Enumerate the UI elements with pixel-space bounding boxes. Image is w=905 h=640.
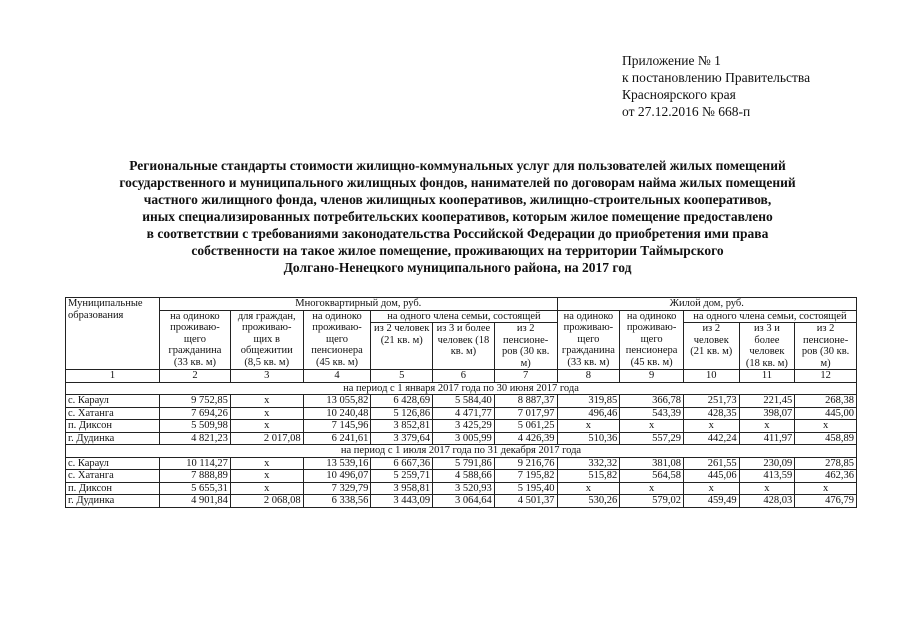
header-dormitory: для граждан, проживаю- щих в общежитии (8,5 кв. м) — [230, 310, 303, 370]
column-number-row — [66, 370, 857, 383]
value-cell: 3 520,93 — [433, 482, 495, 495]
municipality-name: с. Караул — [66, 457, 160, 470]
value-cell: 6 338,56 — [303, 495, 371, 508]
value-cell: х — [230, 482, 303, 495]
table-row — [66, 395, 857, 408]
value-cell: 7 329,79 — [303, 482, 371, 495]
value-cell: 5 791,86 — [433, 457, 495, 470]
table-row — [66, 407, 857, 420]
value-cell: 230,09 — [739, 457, 795, 470]
value-cell: 445,00 — [795, 407, 857, 420]
value-cell: х — [230, 457, 303, 470]
title-line: государственного и муниципального жилищных фондов, нанимателей по договорам найма жилых помещений — [119, 175, 796, 190]
header-house-single-citizen: на одиноко проживаю- щего гражданина (33 кв. м) — [557, 310, 620, 370]
header-single-pensioner: на одиноко проживаю- щего пенсионера (45 кв. м) — [303, 310, 371, 370]
value-cell: 476,79 — [795, 495, 857, 508]
table-row — [66, 432, 857, 445]
value-cell: 261,55 — [683, 457, 739, 470]
value-cell: 13 055,82 — [303, 395, 371, 408]
column-number: 10 — [683, 370, 739, 383]
value-cell: 530,26 — [557, 495, 620, 508]
title-line: собственности на такое жилое помещение, проживающих на территории Таймырского — [191, 243, 724, 258]
value-cell: х — [620, 420, 684, 433]
value-cell: 428,03 — [739, 495, 795, 508]
value-cell: х — [230, 407, 303, 420]
value-cell: 3 425,29 — [433, 420, 495, 433]
value-cell: х — [230, 395, 303, 408]
value-cell: 496,46 — [557, 407, 620, 420]
header-apartment-group: Многоквартирный дом, руб. — [160, 298, 558, 311]
value-cell: 3 443,09 — [371, 495, 433, 508]
header-house-from2-pensioners: из 2 пенсионе- ров (30 кв. м) — [795, 323, 857, 370]
value-cell: 5 259,71 — [371, 470, 433, 483]
table-row — [66, 470, 857, 483]
value-cell: 5 195,40 — [494, 482, 557, 495]
appendix-line: Приложение № 1 — [622, 53, 721, 68]
municipality-name: с. Хатанга — [66, 470, 160, 483]
column-number: 6 — [433, 370, 495, 383]
value-cell: х — [683, 420, 739, 433]
value-cell: 5 655,31 — [160, 482, 231, 495]
header-per-member-apartment: на одного члена семьи, состоящей — [371, 310, 557, 323]
municipality-name: г. Дудинка — [66, 495, 160, 508]
value-cell: 13 539,16 — [303, 457, 371, 470]
value-cell: х — [795, 420, 857, 433]
value-cell: 398,07 — [739, 407, 795, 420]
value-cell: 5 061,25 — [494, 420, 557, 433]
value-cell: 9 752,85 — [160, 395, 231, 408]
appendix-line: к постановлению Правительства — [622, 70, 811, 85]
municipality-name: п. Диксон — [66, 420, 160, 433]
value-cell: 515,82 — [557, 470, 620, 483]
header-house-single-pensioner: на одиноко проживаю- щего пенсионера (45 кв. м) — [620, 310, 684, 370]
header-from3: из 3 и более человек (18 кв. м) — [433, 323, 495, 370]
value-cell: 319,85 — [557, 395, 620, 408]
appendix-line: Красноярского края — [622, 87, 736, 102]
title-line: частного жилищного фонда, членов жилищных кооперативов, жилищно-строительных кооперативов, — [143, 192, 772, 207]
value-cell: 381,08 — [620, 457, 684, 470]
value-cell: 10 240,48 — [303, 407, 371, 420]
value-cell: 7 888,89 — [160, 470, 231, 483]
value-cell: 7 195,82 — [494, 470, 557, 483]
value-cell: 4 471,77 — [433, 407, 495, 420]
value-cell: 428,35 — [683, 407, 739, 420]
value-cell: 7 145,96 — [303, 420, 371, 433]
header-house-from3: из 3 и более человек (18 кв. м) — [739, 323, 795, 370]
value-cell: 8 887,37 — [494, 395, 557, 408]
value-cell: 458,89 — [795, 432, 857, 445]
value-cell: 411,97 — [739, 432, 795, 445]
value-cell: х — [739, 420, 795, 433]
table-row — [66, 457, 857, 470]
column-number: 5 — [371, 370, 433, 383]
value-cell: 278,85 — [795, 457, 857, 470]
value-cell: х — [557, 482, 620, 495]
column-number: 8 — [557, 370, 620, 383]
value-cell: 445,06 — [683, 470, 739, 483]
header-from2-pensioners: из 2 пенсионе- ров (30 кв. м) — [494, 323, 557, 370]
header-per-member-house: на одного члена семьи, состоящей — [683, 310, 856, 323]
value-cell: 5 126,86 — [371, 407, 433, 420]
value-cell: 3 064,64 — [433, 495, 495, 508]
value-cell: х — [739, 482, 795, 495]
value-cell: 10 114,27 — [160, 457, 231, 470]
value-cell: 2 068,08 — [230, 495, 303, 508]
value-cell: 6 667,36 — [371, 457, 433, 470]
value-cell: 459,49 — [683, 495, 739, 508]
value-cell: 3 005,99 — [433, 432, 495, 445]
period-label: на период с 1 января 2017 года по 30 июня 2017 года — [66, 382, 857, 395]
value-cell: 564,58 — [620, 470, 684, 483]
header-municipal: Муниципальные образования — [66, 298, 160, 370]
column-number: 2 — [160, 370, 231, 383]
value-cell: х — [620, 482, 684, 495]
appendix-line: от 27.12.2016 № 668-п — [622, 104, 751, 119]
title-line: Долгано-Ненецкого муниципального района, на 2017 год — [283, 260, 632, 275]
column-number: 7 — [494, 370, 557, 383]
column-number: 12 — [795, 370, 857, 383]
value-cell: 4 501,37 — [494, 495, 557, 508]
value-cell: х — [230, 420, 303, 433]
value-cell: 579,02 — [620, 495, 684, 508]
value-cell: 3 379,64 — [371, 432, 433, 445]
value-cell: 557,29 — [620, 432, 684, 445]
header-from2: из 2 человек (21 кв. м) — [371, 323, 433, 370]
value-cell: 4 901,84 — [160, 495, 231, 508]
value-cell: 4 588,66 — [433, 470, 495, 483]
period-label: на период с 1 июля 2017 года по 31 декабря 2017 года — [66, 445, 857, 458]
period-row — [66, 382, 857, 395]
period-row — [66, 445, 857, 458]
table-header — [66, 298, 857, 370]
municipality-name: с. Хатанга — [66, 407, 160, 420]
value-cell: 10 496,07 — [303, 470, 371, 483]
value-cell: 9 216,76 — [494, 457, 557, 470]
value-cell: 2 017,08 — [230, 432, 303, 445]
value-cell: 7 694,26 — [160, 407, 231, 420]
value-cell: 366,78 — [620, 395, 684, 408]
value-cell: 462,36 — [795, 470, 857, 483]
value-cell: 5 584,40 — [433, 395, 495, 408]
column-number: 1 — [66, 370, 160, 383]
table-body — [66, 370, 857, 508]
header-single-citizen: на одиноко проживаю- щего гражданина (33 кв. м) — [160, 310, 231, 370]
value-cell: 442,24 — [683, 432, 739, 445]
value-cell: х — [683, 482, 739, 495]
header-house-from2: из 2 человек (21 кв. м) — [683, 323, 739, 370]
value-cell: 5 509,98 — [160, 420, 231, 433]
value-cell: х — [557, 420, 620, 433]
value-cell: 4 821,23 — [160, 432, 231, 445]
standards-table — [65, 297, 857, 508]
title-line: иных специализированных потребительских кооперативов, которым жилое помещение предоставлено — [142, 209, 773, 224]
value-cell: 543,39 — [620, 407, 684, 420]
value-cell: х — [230, 470, 303, 483]
column-number: 4 — [303, 370, 371, 383]
title-line: в соответствии с требованиями законодательства Российской Федерации до приобретения ими права — [146, 226, 769, 241]
value-cell: х — [795, 482, 857, 495]
column-number: 3 — [230, 370, 303, 383]
title-line: Региональные стандарты стоимости жилищно-коммунальных услуг для пользователей жилых помещений — [129, 158, 786, 173]
value-cell: 7 017,97 — [494, 407, 557, 420]
value-cell: 268,38 — [795, 395, 857, 408]
value-cell: 3 852,81 — [371, 420, 433, 433]
header-house-group: Жилой дом, руб. — [557, 298, 856, 311]
column-number: 11 — [739, 370, 795, 383]
value-cell: 4 426,39 — [494, 432, 557, 445]
value-cell: 221,45 — [739, 395, 795, 408]
municipality-name: с. Караул — [66, 395, 160, 408]
value-cell: 6 241,61 — [303, 432, 371, 445]
municipality-name: п. Диксон — [66, 482, 160, 495]
column-number: 9 — [620, 370, 684, 383]
appendix-block — [622, 52, 810, 120]
table-row — [66, 495, 857, 508]
document-title — [60, 157, 855, 276]
value-cell: 413,59 — [739, 470, 795, 483]
table-row — [66, 482, 857, 495]
value-cell: 3 958,81 — [371, 482, 433, 495]
value-cell: 510,36 — [557, 432, 620, 445]
municipality-name: г. Дудинка — [66, 432, 160, 445]
table-row — [66, 420, 857, 433]
value-cell: 251,73 — [683, 395, 739, 408]
value-cell: 6 428,69 — [371, 395, 433, 408]
value-cell: 332,32 — [557, 457, 620, 470]
